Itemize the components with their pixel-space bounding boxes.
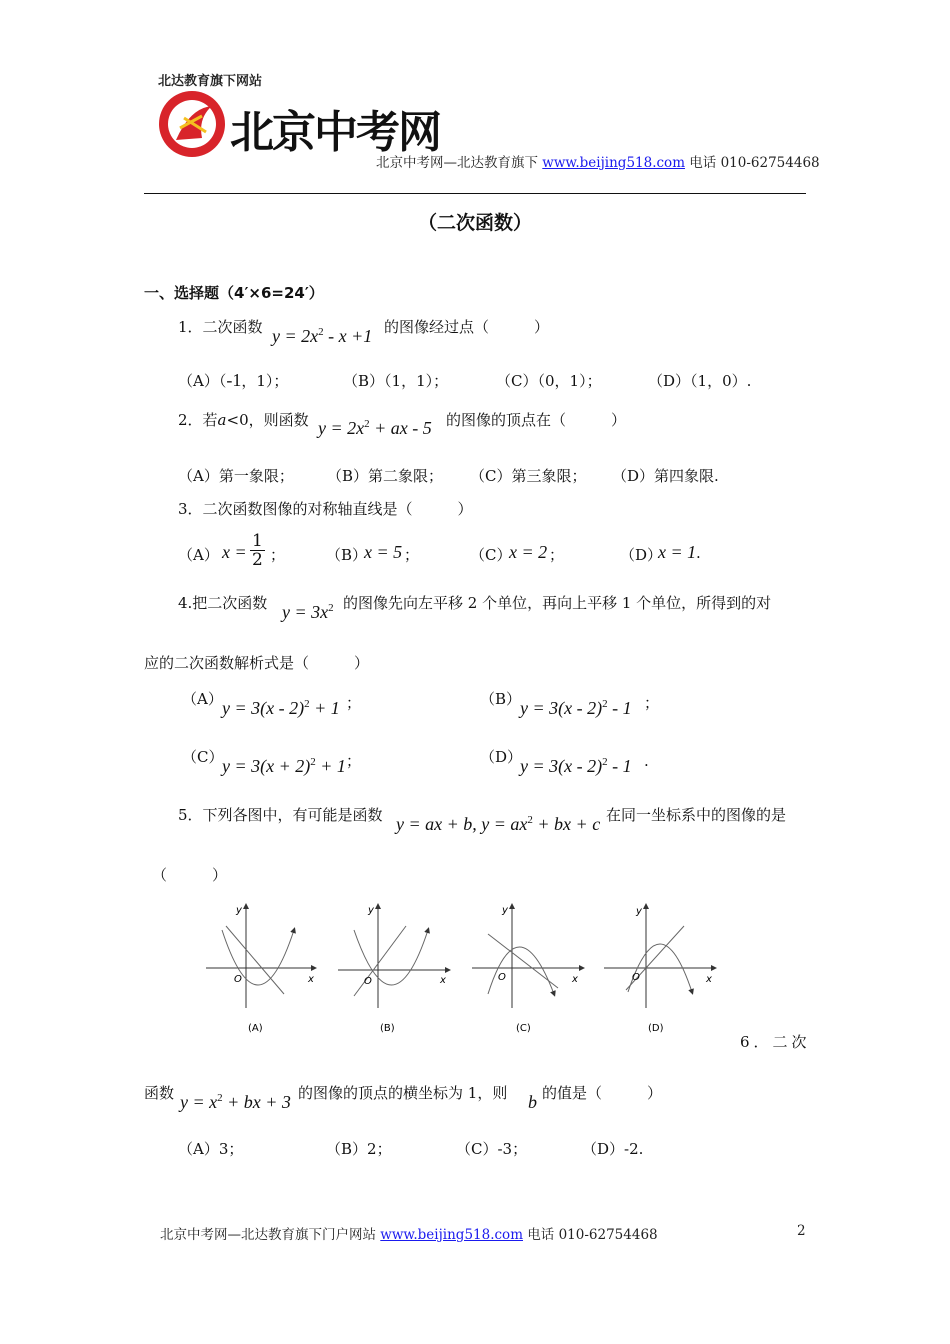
footer-prefix: 北京中考网—北达教育旗下门户网站 (160, 1227, 381, 1243)
q5-graphs (200, 900, 730, 1040)
q1-option-a (178, 370, 288, 391)
q4-option-d-dot: . (644, 752, 649, 770)
q1-a-num: -1 (226, 370, 242, 390)
q2-tail: 的图像的顶点在（ ） (446, 411, 627, 429)
graph-c-o: O (498, 972, 506, 983)
graph-c-label: (C) (516, 1023, 531, 1034)
q4-lead: 4.把二次函数 (178, 594, 268, 612)
graph-c-y: y (502, 905, 508, 916)
page-number: 2 (797, 1223, 806, 1239)
q5-lead: 5．下列各图中，有可能是函数 (178, 806, 383, 824)
q2-lead-text: 2．若 (178, 411, 218, 429)
header-rule (144, 193, 806, 194)
graph-b-label: (B) (380, 1023, 395, 1034)
q5-tail: 在同一坐标系中的图像的是 (606, 806, 787, 824)
graph-a (206, 905, 314, 1034)
q3-option-a-fraction (250, 532, 265, 569)
q6-option-d: （D）-2. (582, 1140, 644, 1158)
graph-b-o: O (364, 976, 372, 987)
q2-option-d: （D）第四象限. (612, 467, 719, 485)
q1-option-d: （D）（1，0）. (648, 372, 752, 390)
q4-option-b-math: y = 3(x - 2)$^2$ - 1 (520, 698, 632, 718)
q2-var: a (217, 411, 227, 429)
q4-option-c-label: （C） (182, 748, 224, 766)
q1-option-b: （B）（1，1）； (343, 372, 449, 390)
q3-text: 3．二次函数图像的对称轴直线是（ ） (178, 500, 473, 518)
header-contact-prefix: 北京中考网—北达教育旗下 (376, 155, 543, 171)
q2-option-c: （C）第三象限； (470, 467, 587, 485)
q3-option-a-end: ； (270, 546, 286, 564)
header-subtitle: 北达教育旗下网站 (158, 74, 263, 89)
q6-lead2: 函数 (144, 1084, 175, 1102)
q6-tail: 的值是（ ） (542, 1084, 663, 1102)
q4-option-c-semi: ； (346, 752, 362, 770)
q3-a-numerator: 1 (252, 531, 263, 551)
q3-option-a-lhs: x = (222, 542, 247, 562)
graph-a-label: (A) (248, 1023, 263, 1034)
graph-d-y: y (636, 906, 642, 917)
q4-option-d-label: （D） (480, 748, 523, 766)
graph-d-label: (D) (648, 1023, 664, 1034)
q4-line2: 应的二次函数解析式是（ ） (144, 654, 370, 672)
q6-formula: $y = x^2$ + bx + 3 (180, 1092, 291, 1112)
q3-option-d-math: x = 1 (658, 542, 697, 562)
footer-link[interactable]: www.beijing518.com (380, 1227, 523, 1243)
graph-a-o: O (234, 974, 242, 985)
q4-option-a-semi: ； (346, 694, 362, 712)
graph-c (472, 905, 582, 1034)
header-contact-suffix: 电话 010-62754468 (685, 155, 820, 171)
q3-a-denominator: 2 (252, 550, 263, 570)
graph-a-y: y (236, 905, 242, 916)
graph-d-x: x (706, 974, 712, 985)
q3-option-b-math: x = 5 (364, 542, 403, 562)
q3-option-c-label: （C） (470, 546, 512, 564)
q4-tail: 的图像先向左平移 2 个单位，再向上平移 1 个单位，所得到的对 (343, 594, 772, 612)
q4-option-a-label: （A） (182, 690, 223, 708)
footer-suffix: 电话 010-62754468 (523, 1227, 658, 1243)
q2-option-a: （A）第一象限； (178, 467, 294, 485)
q3-option-a-label: （A） (178, 546, 219, 564)
graph-a-x: x (308, 974, 314, 985)
graph-b-y: y (368, 905, 374, 916)
footer (160, 1223, 658, 1243)
logo-icon (156, 88, 228, 160)
q4-option-b-label: （B） (480, 690, 522, 708)
q3-option-c-math: x = 2 (509, 542, 548, 562)
header-contact (376, 151, 820, 171)
q6-option-c: （C）-3； (456, 1140, 528, 1158)
q4-formula: $y = 3x^2$ (282, 602, 334, 622)
q6-var: b (528, 1092, 537, 1112)
q6-lead: 6．二次 (740, 1033, 811, 1051)
q4-option-a-math: y = 3(x - 2)$^2$ + 1 (222, 698, 340, 718)
graph-d-o: O (632, 972, 640, 983)
logo-text: 北京中考网 (230, 107, 440, 158)
q3-option-d-end: . (696, 544, 701, 562)
graph-d (604, 906, 714, 1034)
section-heading: 一、选择题（4′×6=24′） (144, 284, 324, 302)
q2-formula: $y = 2x^2$ + ax - 5 (318, 418, 432, 438)
q1-a-prefix: （A）（ (178, 372, 227, 390)
q3-option-d-label: （D） (620, 546, 663, 564)
q2-lead2: <0，则函数 (226, 411, 309, 429)
q1-formula: $y = 2x^2 - x +1$ (272, 326, 373, 346)
q5-paren: （ ） (152, 866, 228, 884)
q1-option-c: （C）（0，1）； (496, 372, 602, 390)
q3-option-b-label: （B） (326, 546, 368, 564)
q3-option-c-end: ； (549, 546, 565, 564)
graph-b (338, 905, 448, 1034)
q1-tail: 的图像经过点（ ） (384, 318, 550, 336)
q6-option-a: （A）3； (178, 1140, 244, 1158)
graph-b-x: x (440, 975, 446, 986)
q1-a-tail: ，1）； (241, 372, 289, 390)
q4-option-c-math: $y = 3(x + 2)^2 + 1$ (222, 756, 346, 776)
q2-lead (178, 409, 309, 430)
graph-c-x: x (572, 974, 578, 985)
q1-lead: 1．二次函数 (178, 318, 263, 336)
q4-option-d-math: y = 3(x - 2)$^2$ - 1 (520, 756, 632, 776)
q2-option-b: （B）第二象限； (327, 467, 444, 485)
page-title: （二次函数） (417, 212, 532, 234)
q3-option-b-end: ； (404, 546, 420, 564)
q5-formula: y = ax + b, $y = ax^2$ + bx + c (396, 814, 601, 834)
header-link[interactable]: www.beijing518.com (542, 155, 685, 171)
q6-option-b: （B）2； (326, 1140, 392, 1158)
q6-mid: 的图像的顶点的横坐标为 1，则 (298, 1084, 508, 1102)
q4-option-b-semi: ； (644, 694, 660, 712)
